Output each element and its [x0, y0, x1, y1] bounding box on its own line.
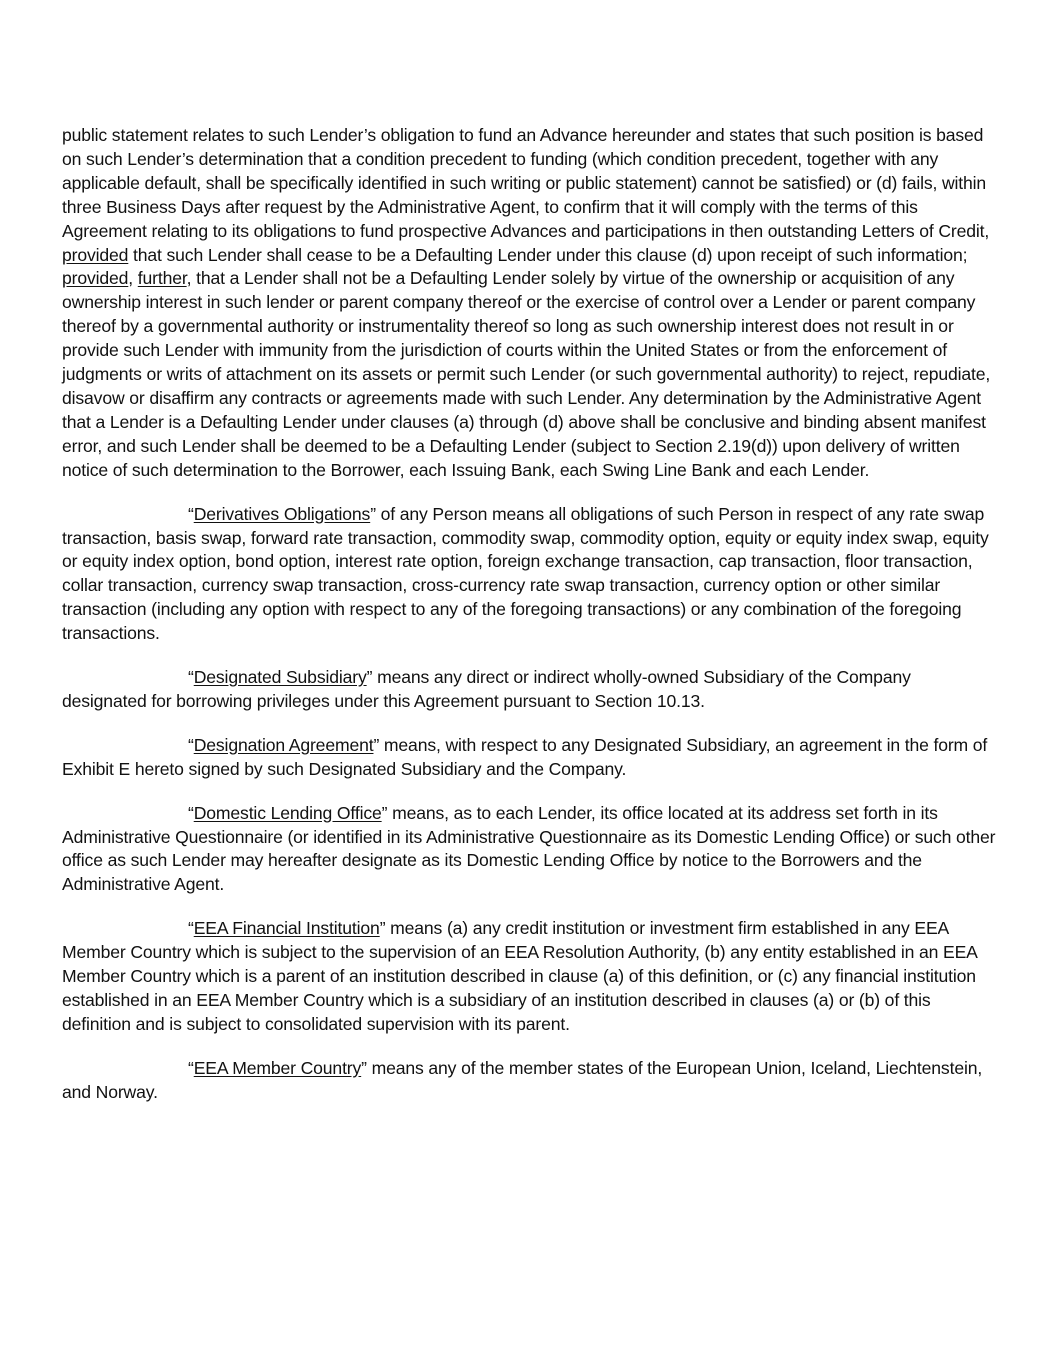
definition-paragraph [62, 917, 997, 1037]
paragraph-text: ” means, as to each Lender, its office located at its address set forth in its Administrative Questionnaire (or identified in its Administrative Questionnaire as its Domestic Lending Office) or such other office as such Lender may hereafter designate as its Domestic Lending Office by notice to the Borrowers and the Administrative Agent. [62, 802, 996, 895]
definition-paragraph [62, 802, 997, 898]
defined-term: further [137, 268, 187, 289]
defined-term: Derivatives Obligations [193, 503, 371, 524]
defined-term: Designation Agreement [193, 734, 374, 755]
defined-term: EEA Financial Institution [193, 918, 380, 939]
document-page [62, 124, 997, 1125]
paragraph-text: ” means any of the member states of the European Union, Iceland, Liechtenstein, and Norway. [62, 1057, 983, 1102]
definition-paragraph [62, 503, 997, 646]
defined-term: provided [62, 244, 129, 265]
definition-paragraph [62, 124, 997, 483]
paragraph-text: “ [188, 734, 194, 755]
paragraph-text: ” means (a) any credit institution or investment firm established in any EEA Member Country which is subject to the supervision of an EEA Resolution Authority, (b) any entity established in an EEA Member Country which is a parent of an institution described in clause (a) of this definition, or (c) any financial institution established in an EEA Member Country which is a subsidiary of an institution described in clauses (a) or (b) of this definition and is subject to consolidated supervision with its parent. [62, 918, 977, 1034]
definition-paragraph [62, 734, 997, 782]
paragraph-text: “ [188, 918, 194, 939]
paragraph-text: “ [188, 503, 194, 524]
paragraph-text: “ [188, 1057, 194, 1078]
defined-term: provided [62, 268, 129, 289]
paragraph-text: ” means any direct or indirect wholly-owned Subsidiary of the Company designated for borrowing privileges under this Agreement pursuant to Section 10.13. [62, 667, 911, 711]
paragraph-text: , [128, 268, 138, 289]
defined-term: Domestic Lending Office [193, 802, 382, 823]
paragraph-text: “ [188, 802, 194, 823]
defined-term: Designated Subsidiary [193, 667, 367, 688]
paragraph-text: ” means, with respect to any Designated Subsidiary, an agreement in the form of Exhibit E hereto signed by such Designated Subsidiary and the Company. [62, 734, 988, 779]
defined-term: EEA Member Country [193, 1057, 362, 1078]
paragraph-text: public statement relates to such Lender’s obligation to fund an Advance hereunder and states that such position is based on such Lender’s determination that a condition precedent to funding (which condition precedent, together with any applicable default, shall be specifically identified in such writing or public statement) cannot be satisfied) or (d) fails, within three Business Days after request by the Administrative Agent, to confirm that it will comply with the terms of this Agreement relating to its obligations to fund prospective Advances and participations in then outstanding Letters of Credit, [62, 125, 990, 241]
definition-paragraph [62, 666, 997, 714]
paragraph-text: , that a Lender shall not be a Defaulting Lender solely by virtue of the ownership or acquisition of any ownership interest in such lender or parent company thereof or the exercise of control over a Lender or parent company thereof by a governmental authority or instrumentality thereof so long as such ownership interest does not result in or provide such Lender with immunity from the jurisdiction of courts within the United States or from the enforcement of judgments or writs of attachment on its assets or permit such Lender (or such governmental authority) to reject, repudiate, disavow or disaffirm any contracts or agreements made with such Lender. Any determination by the Administrative Agent that a Lender is a Defaulting Lender under clauses (a) through (d) above shall be conclusive and binding absent manifest error, and such Lender shall be deemed to be a Defaulting Lender (subject to Section 2.19(d)) upon delivery of written notice of such determination to the Borrower, each Issuing Bank, each Swing Line Bank and each Lender. [62, 268, 991, 480]
definition-paragraph [62, 1057, 997, 1105]
paragraph-text: ” of any Person means all obligations of such Person in respect of any rate swap transaction, basis swap, forward rate transaction, commodity swap, commodity option, equity or equity index swap, equity or equity index option, bond option, interest rate option, foreign exchange transaction, cap transaction, floor transaction, collar transaction, currency swap transaction, cross-currency rate swap transaction, currency option or other similar transaction (including any option with respect to any of the foregoing transactions) or any combination of the foregoing transactions. [62, 503, 989, 644]
paragraph-text: “ [188, 667, 194, 688]
paragraph-text: that such Lender shall cease to be a Defaulting Lender under this clause (d) upon receipt of such information; [128, 244, 968, 265]
